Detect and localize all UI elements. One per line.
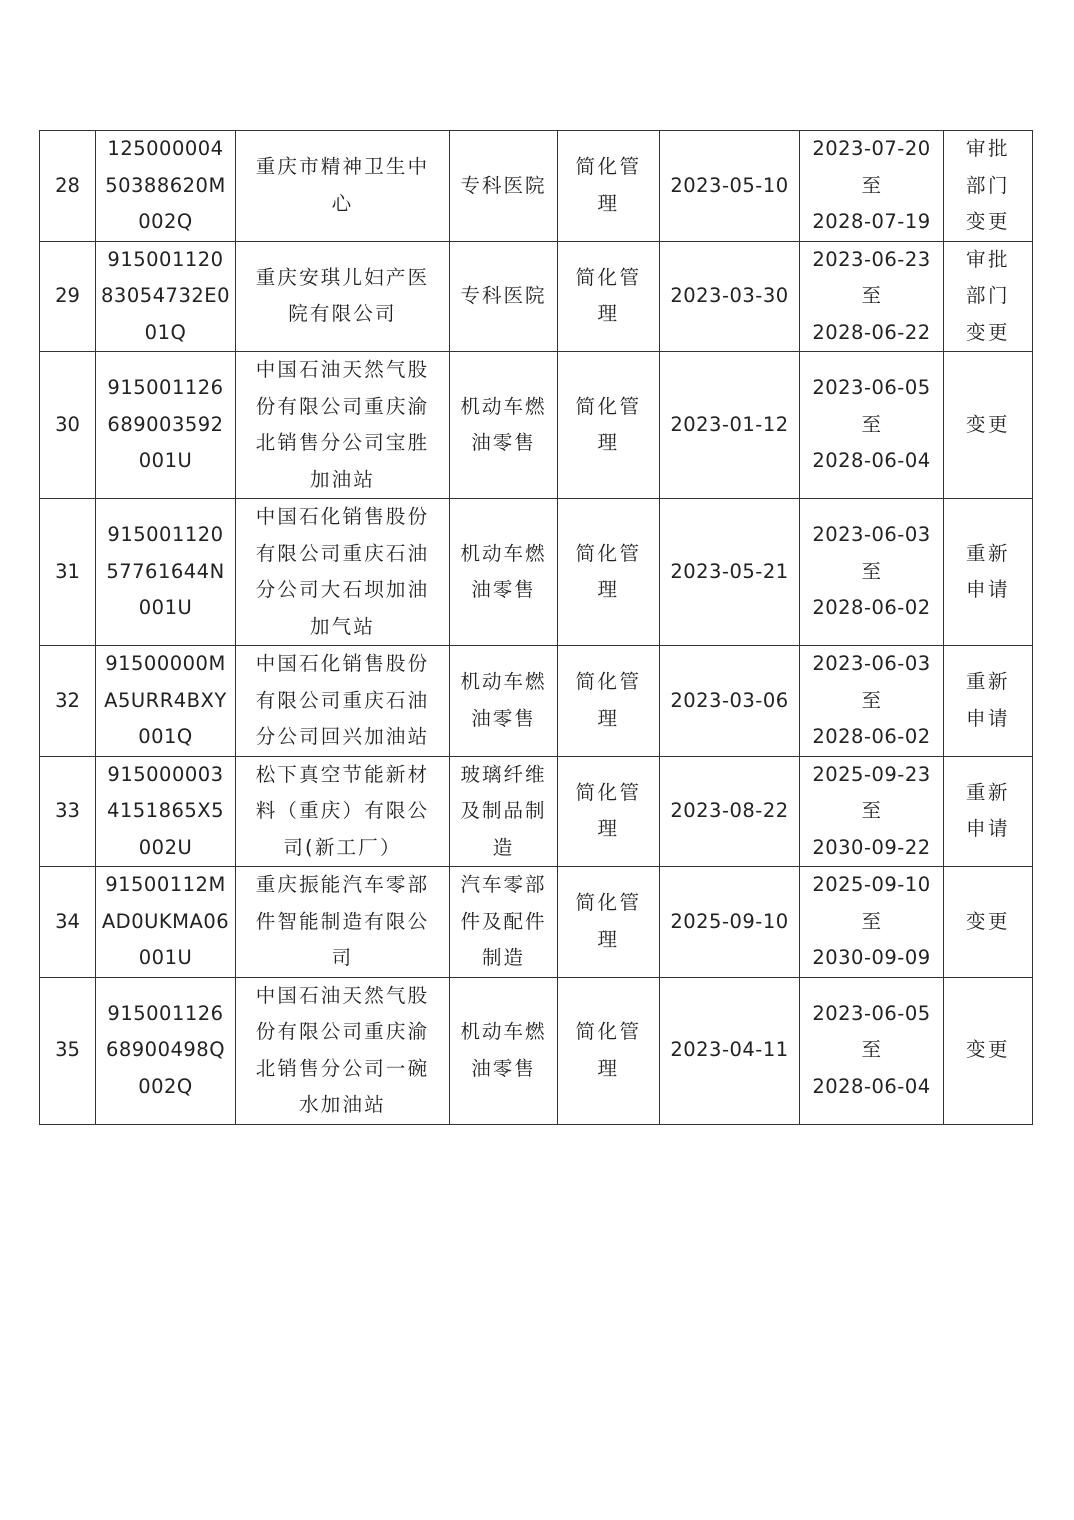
table-row — [40, 131, 1033, 242]
valid-from: 2023-06-05 — [812, 1001, 931, 1025]
industry: 机动车燃油零售 — [460, 670, 547, 730]
credit-code-cell — [96, 499, 236, 646]
industry-cell — [450, 756, 558, 867]
credit-code-cell — [96, 241, 236, 352]
table-row — [40, 499, 1033, 646]
validity-cell — [800, 499, 944, 646]
valid-from: 2025-09-10 — [812, 873, 931, 896]
table-row — [40, 352, 1033, 499]
application-type-cell — [944, 131, 1033, 242]
row-number-cell — [40, 756, 96, 867]
industry-cell — [450, 499, 558, 646]
credit-code-cell — [96, 756, 236, 867]
valid-separator: 至 — [861, 284, 882, 307]
row-number-cell — [40, 977, 96, 1124]
company-name: 中国石油天然气股份有限公司重庆渝北销售分公司一碗水加油站 — [255, 983, 430, 1116]
company-name: 重庆市精神卫生中心 — [255, 155, 430, 215]
valid-from: 2025-09-23 — [812, 762, 931, 786]
validity-cell — [800, 241, 944, 352]
valid-separator: 至 — [861, 559, 882, 583]
management-type: 简化管理 — [575, 891, 642, 951]
valid-to: 2028-06-04 — [812, 449, 931, 473]
row-number: 31 — [55, 559, 80, 583]
credit-code-cell — [96, 646, 236, 757]
industry-cell — [450, 977, 558, 1124]
management-type: 简化管理 — [575, 670, 642, 730]
issue-date-cell — [660, 756, 800, 867]
company-name-cell — [236, 131, 450, 242]
management-type: 简化管理 — [575, 265, 642, 326]
row-number: 33 — [55, 799, 80, 822]
industry-cell — [450, 131, 558, 242]
table-row — [40, 646, 1033, 757]
credit-code-cell — [96, 867, 236, 978]
valid-to: 2028-06-02 — [812, 596, 931, 620]
application-type-cell — [944, 867, 1033, 978]
credit-code: 91500000MA5URR4BXY001Q — [104, 652, 227, 748]
management-cell — [558, 977, 660, 1124]
permit-table — [39, 130, 1033, 1125]
valid-separator: 至 — [861, 799, 882, 822]
issue-date: 2023-08-22 — [670, 799, 789, 822]
application-type-cell — [944, 352, 1033, 499]
management-type: 简化管理 — [575, 155, 642, 215]
management-cell — [558, 756, 660, 867]
credit-code: 915001126689003592001U — [107, 376, 224, 473]
credit-code: 91500112083054732E001Q — [101, 247, 230, 344]
valid-from: 2023-06-03 — [812, 523, 931, 547]
issue-date: 2023-04-11 — [670, 1038, 789, 1062]
company-name: 重庆振能汽车零部件智能制造有限公司 — [255, 873, 430, 969]
company-name: 中国石化销售股份有限公司重庆石油分公司大石坝加油加气站 — [255, 505, 430, 638]
table-row — [40, 867, 1033, 978]
validity-cell — [800, 352, 944, 499]
issue-date-cell — [660, 499, 800, 646]
management-cell — [558, 241, 660, 352]
industry: 机动车燃油零售 — [460, 394, 547, 454]
application-type: 变更 — [965, 909, 1010, 933]
valid-to: 2030-09-09 — [812, 946, 931, 969]
industry: 专科医院 — [460, 284, 547, 307]
credit-code-cell — [96, 131, 236, 242]
industry: 机动车燃油零售 — [460, 541, 547, 601]
issue-date-cell — [660, 867, 800, 978]
row-number: 28 — [55, 173, 80, 197]
row-number-cell — [40, 867, 96, 978]
credit-code: 91500112668900498Q002Q — [105, 1001, 226, 1098]
industry: 专科医院 — [460, 173, 547, 197]
valid-separator: 至 — [861, 412, 882, 436]
valid-separator: 至 — [861, 173, 882, 197]
row-number: 32 — [55, 688, 80, 712]
credit-code: 91500112057761644N001U — [106, 523, 225, 620]
row-number: 29 — [55, 284, 80, 307]
valid-to: 2030-09-22 — [812, 835, 931, 859]
industry: 玻璃纤维及制品制造 — [460, 762, 547, 859]
issue-date: 2025-09-10 — [670, 909, 789, 933]
issue-date-cell — [660, 352, 800, 499]
valid-from: 2023-06-03 — [812, 652, 931, 675]
application-type: 重新申请 — [965, 541, 1010, 601]
row-number-cell — [40, 352, 96, 499]
company-name: 松下真空节能新材料（重庆）有限公司(新工厂） — [255, 762, 430, 859]
management-cell — [558, 499, 660, 646]
management-cell — [558, 131, 660, 242]
application-type: 变更 — [965, 412, 1010, 436]
validity-cell — [800, 646, 944, 757]
issue-date-cell — [660, 241, 800, 352]
valid-to: 2028-06-02 — [812, 725, 931, 748]
valid-separator: 至 — [861, 909, 882, 933]
row-number: 34 — [55, 909, 80, 933]
row-number-cell — [40, 646, 96, 757]
validity-cell — [800, 756, 944, 867]
management-cell — [558, 352, 660, 499]
company-name-cell — [236, 352, 450, 499]
valid-to: 2028-06-04 — [812, 1074, 931, 1098]
issue-date: 2023-01-12 — [670, 412, 789, 436]
validity-cell — [800, 977, 944, 1124]
table-row — [40, 241, 1033, 352]
application-type-cell — [944, 241, 1033, 352]
management-cell — [558, 646, 660, 757]
management-type: 简化管理 — [575, 1020, 642, 1080]
table-row — [40, 756, 1033, 867]
issue-date: 2023-05-21 — [670, 559, 789, 583]
company-name-cell — [236, 867, 450, 978]
application-type: 变更 — [965, 1038, 1010, 1062]
issue-date: 2023-03-06 — [670, 688, 789, 712]
credit-code-cell — [96, 977, 236, 1124]
application-type: 审批部门变更 — [965, 137, 1010, 233]
company-name-cell — [236, 977, 450, 1124]
industry: 汽车零部件及配件制造 — [460, 873, 547, 969]
issue-date-cell — [660, 131, 800, 242]
row-number-cell — [40, 499, 96, 646]
company-name: 中国石化销售股份有限公司重庆石油分公司回兴加油站 — [255, 652, 430, 748]
industry-cell — [450, 867, 558, 978]
valid-to: 2028-07-19 — [812, 210, 931, 233]
credit-code: 9150000034151865X5002U — [106, 762, 225, 859]
row-number-cell — [40, 241, 96, 352]
company-name-cell — [236, 241, 450, 352]
application-type-cell — [944, 646, 1033, 757]
application-type: 重新申请 — [965, 670, 1010, 730]
management-cell — [558, 867, 660, 978]
validity-cell — [800, 867, 944, 978]
valid-separator: 至 — [861, 688, 882, 712]
management-type: 简化管理 — [575, 780, 642, 841]
company-name-cell — [236, 499, 450, 646]
issue-date: 2023-05-10 — [670, 173, 789, 197]
row-number: 30 — [55, 412, 80, 436]
application-type-cell — [944, 977, 1033, 1124]
application-type-cell — [944, 756, 1033, 867]
company-name: 重庆安琪儿妇产医院有限公司 — [255, 265, 430, 326]
valid-from: 2023-07-20 — [812, 137, 931, 160]
issue-date-cell — [660, 646, 800, 757]
credit-code: 12500000450388620M002Q — [105, 137, 226, 233]
management-type: 简化管理 — [575, 541, 642, 601]
valid-separator: 至 — [861, 1038, 882, 1062]
company-name-cell — [236, 756, 450, 867]
industry-cell — [450, 241, 558, 352]
valid-from: 2023-06-05 — [812, 376, 931, 400]
valid-to: 2028-06-22 — [812, 320, 931, 344]
credit-code-cell — [96, 352, 236, 499]
validity-cell — [800, 131, 944, 242]
application-type: 重新申请 — [965, 780, 1010, 841]
industry: 机动车燃油零售 — [460, 1020, 547, 1080]
issue-date-cell — [660, 977, 800, 1124]
industry-cell — [450, 352, 558, 499]
row-number-cell — [40, 131, 96, 242]
application-type-cell — [944, 499, 1033, 646]
company-name: 中国石油天然气股份有限公司重庆渝北销售分公司宝胜加油站 — [255, 358, 430, 491]
company-name-cell — [236, 646, 450, 757]
management-type: 简化管理 — [575, 394, 642, 454]
valid-from: 2023-06-23 — [812, 247, 931, 271]
application-type: 审批部门变更 — [965, 247, 1010, 344]
table-row — [40, 977, 1033, 1124]
industry-cell — [450, 646, 558, 757]
credit-code: 91500112MAD0UKMA06001U — [101, 873, 230, 969]
row-number: 35 — [55, 1038, 80, 1062]
issue-date: 2023-03-30 — [670, 284, 789, 307]
